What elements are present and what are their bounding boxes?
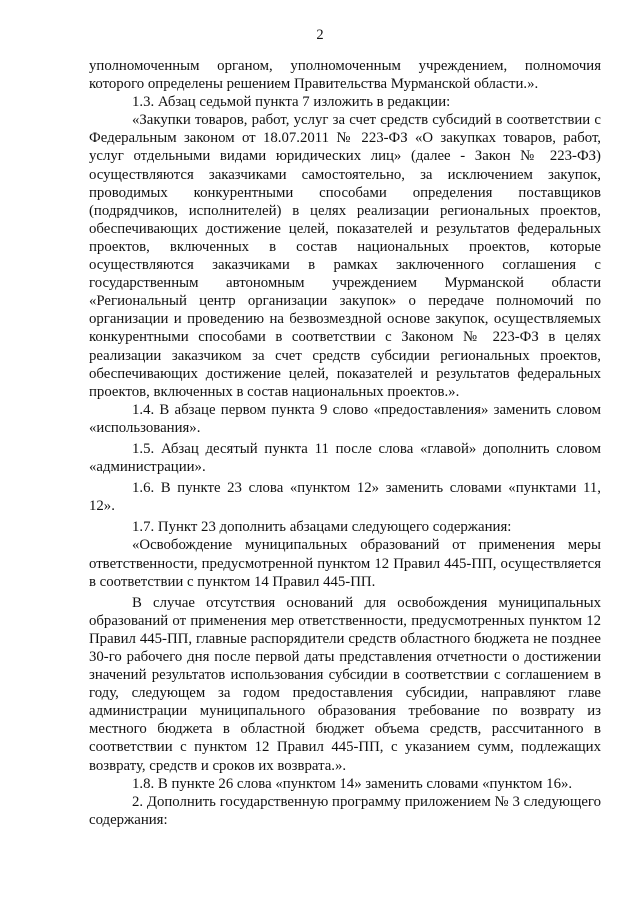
paragraph-quote-refund: В случае отсутствия оснований для освобождения муниципальных образований от применения мер ответственности, предусмотренных пунктом 12 Правил 445-ПП, главные распорядители средств областного бюджета не позднее 30-го рабочего дня после первой даты представления отчетности о достижении значений результатов использования субсидии в соответствии с соглашением в году, следующем за годом предоставления субсидии, направляют главе администрации муниципального образования требование по возврату из местного бюджета в областной бюджет объема средств, рассчитанного в соответствии с пунктом 12 Правил 445-ПП, с указанием сумм, подлежащих возврату, средств и сроков их возврата.». <box>89 594 601 774</box>
paragraph-item-1-4: 1.4. В абзаце первом пункта 9 слово «предоставления» заменить словом «использования». <box>89 401 601 436</box>
paragraph-item-1-8: 1.8. В пункте 26 слова «пунктом 14» заменить словами «пунктом 16». <box>132 775 573 792</box>
paragraph-item-1-5: 1.5. Абзац десятый пункта 11 после слова «главой» дополнить словом «администрации». <box>89 440 601 476</box>
document-body <box>89 57 601 829</box>
paragraph-continuation: уполномоченным органом, уполномоченным учреждением, полномочия которого определены решением Правительства Мурманской области.». <box>89 58 601 93</box>
paragraph-item-1-6: 1.6. В пункте 23 слова «пунктом 12» заменить словами «пунктами 11, 12». <box>89 480 601 515</box>
paragraph-item-1-7: 1.7. Пункт 23 дополнить абзацами следующего содержания: <box>132 519 512 536</box>
paragraph-item-1-3: 1.3. Абзац седьмой пункта 7 изложить в редакции: <box>132 94 451 111</box>
paragraph-quote-exemption: «Освобождение муниципальных образований от применения меры ответственности, предусмотренной пунктом 12 Правил 445-ПП, осуществляется в соответствии с пунктом 14 Правил 445-ПП. <box>89 537 601 590</box>
paragraph-item-2: 2. Дополнить государственную программу приложением № 3 следующего содержания: <box>89 793 601 828</box>
paragraph-quote-procurement: «Закупки товаров, работ, услуг за счет средств субсидий в соответствии с Федеральным законом от 18.07.2011 № 223-ФЗ «О закупках товаров, работ, услуг отдельными видами юридических лиц» (далее - Закон № 223-ФЗ) осуществляются заказчиками самостоятельно, за исключением закупок, проводимых конкурентными способами определения поставщиков (подрядчиков, исполнителей) в целях реализации региональных проектов, обеспечивающих достижение целей, показателей и результатов федеральных проектов, включенных в состав национальных проектов, которые осуществляются заказчиками в рамках заключенного соглашения с государственным автономным учреждением Мурманской области «Региональный центр организации закупок» о передаче полномочий по организации и проведению на безвозмездной основе закупок, осуществляемых конкурентными способами в соответствии с Законом № 223-ФЗ в целях реализации заказчиком за счет средств субсидии региональных проектов, обеспечивающих достижение целей, показателей и результатов федеральных проектов, включенных в состав национальных проектов.». <box>89 112 601 400</box>
page-number: 2 <box>316 27 324 43</box>
